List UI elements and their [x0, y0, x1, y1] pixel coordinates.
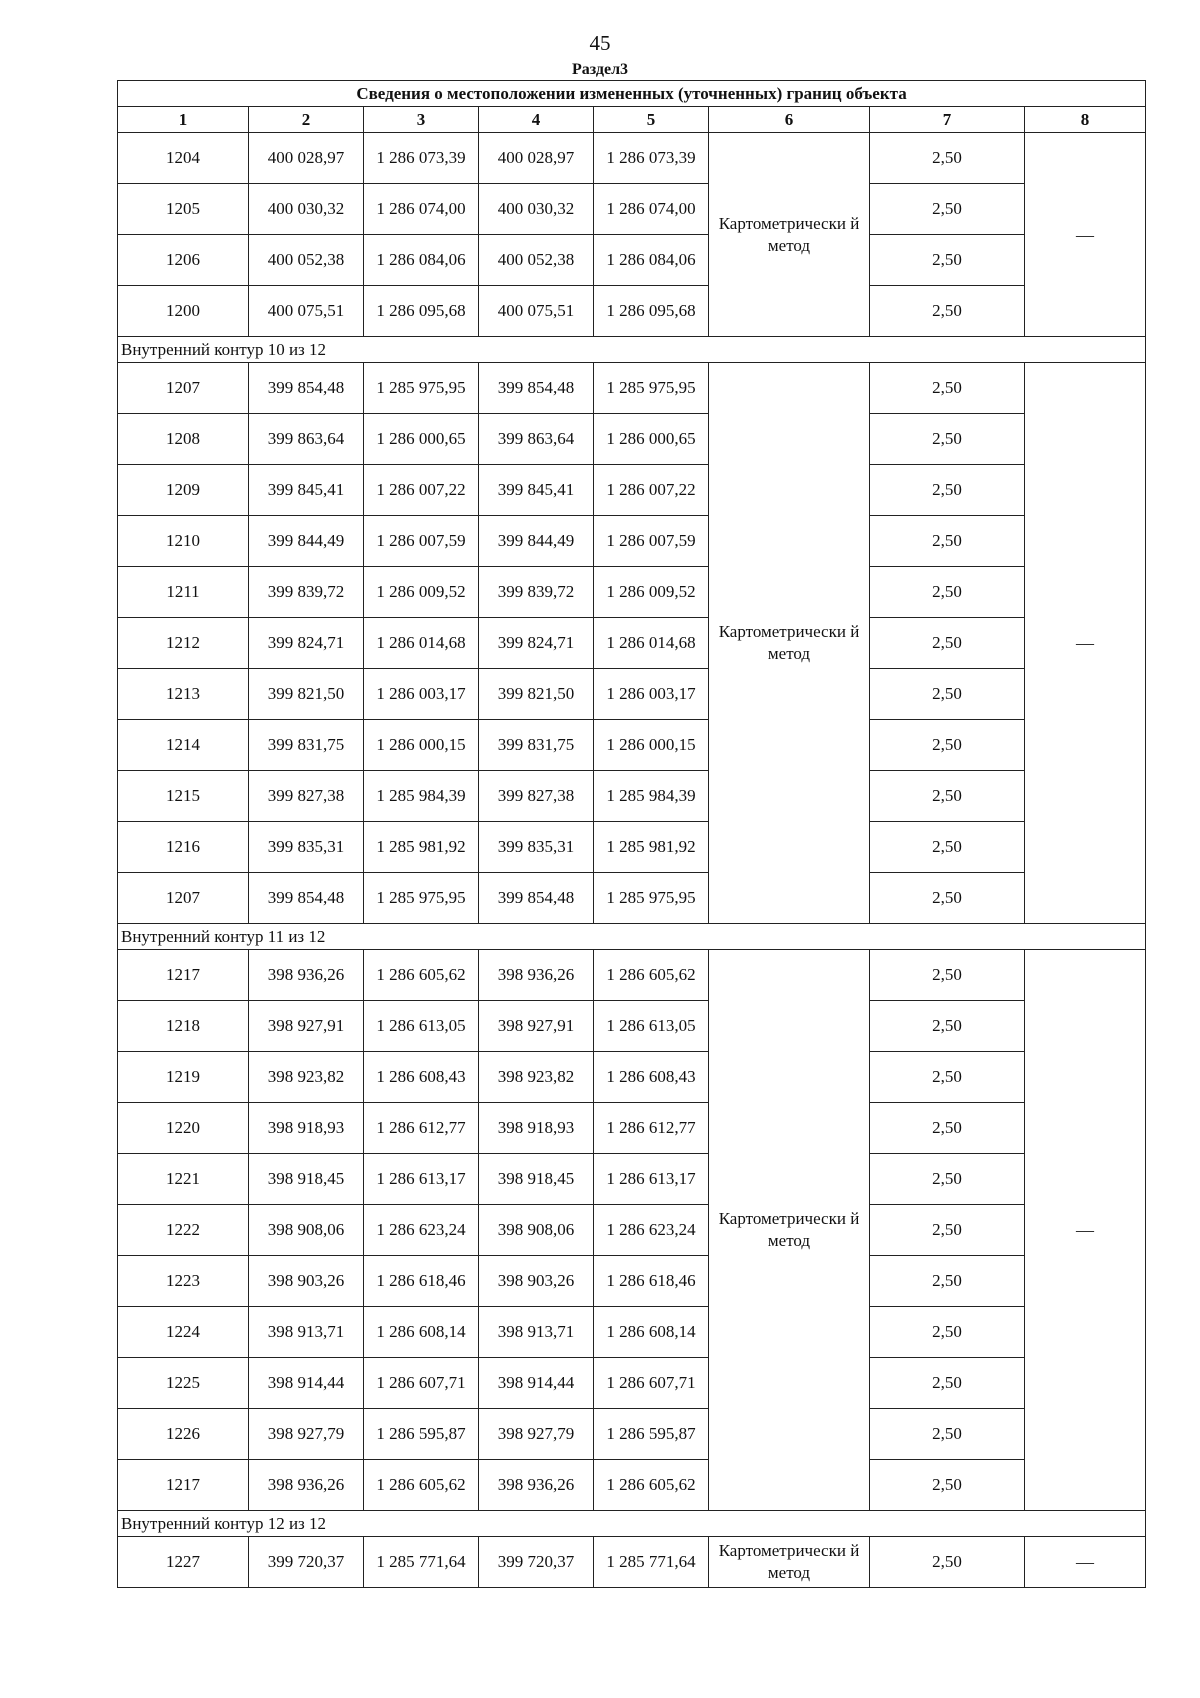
point-number-cell: 1207 — [118, 873, 249, 924]
accuracy-cell: 2,50 — [870, 1460, 1025, 1511]
point-number-cell: 1205 — [118, 184, 249, 235]
x-existing-cell: 399 845,41 — [249, 465, 364, 516]
x-existing-cell: 399 839,72 — [249, 567, 364, 618]
column-number: 6 — [709, 107, 870, 133]
accuracy-cell: 2,50 — [870, 1205, 1025, 1256]
y-new-cell: 1 285 975,95 — [594, 363, 709, 414]
table-row — [118, 1358, 1146, 1409]
point-number-cell: 1218 — [118, 1001, 249, 1052]
y-new-cell: 1 286 074,00 — [594, 184, 709, 235]
y-new-cell: 1 286 095,68 — [594, 286, 709, 337]
accuracy-cell: 2,50 — [870, 133, 1025, 184]
x-existing-cell: 399 854,48 — [249, 873, 364, 924]
x-existing-cell: 399 827,38 — [249, 771, 364, 822]
x-existing-cell: 399 835,31 — [249, 822, 364, 873]
accuracy-cell: 2,50 — [870, 414, 1025, 465]
x-existing-cell: 399 863,64 — [249, 414, 364, 465]
accuracy-cell: 2,50 — [870, 771, 1025, 822]
y-new-cell: 1 286 000,65 — [594, 414, 709, 465]
accuracy-cell: 2,50 — [870, 1052, 1025, 1103]
y-existing-cell: 1 286 073,39 — [364, 133, 479, 184]
y-existing-cell: 1 286 612,77 — [364, 1103, 479, 1154]
accuracy-cell: 2,50 — [870, 1537, 1025, 1588]
table-row — [118, 873, 1146, 924]
point-number-cell: 1200 — [118, 286, 249, 337]
boundary-table — [117, 80, 1146, 1588]
x-new-cell: 399 821,50 — [479, 669, 594, 720]
accuracy-cell: 2,50 — [870, 567, 1025, 618]
accuracy-cell: 2,50 — [870, 1409, 1025, 1460]
y-existing-cell: 1 285 975,95 — [364, 873, 479, 924]
accuracy-cell: 2,50 — [870, 873, 1025, 924]
y-existing-cell: 1 286 613,05 — [364, 1001, 479, 1052]
point-number-cell: 1214 — [118, 720, 249, 771]
x-existing-cell: 400 028,97 — [249, 133, 364, 184]
x-existing-cell: 400 030,32 — [249, 184, 364, 235]
accuracy-cell: 2,50 — [870, 720, 1025, 771]
x-existing-cell: 398 913,71 — [249, 1307, 364, 1358]
accuracy-cell: 2,50 — [870, 363, 1025, 414]
accuracy-cell: 2,50 — [870, 618, 1025, 669]
contour-header-row — [118, 1511, 1146, 1537]
y-new-cell: 1 286 605,62 — [594, 950, 709, 1001]
contour-header-row — [118, 924, 1146, 950]
table-row — [118, 822, 1146, 873]
x-new-cell: 399 839,72 — [479, 567, 594, 618]
point-number-cell: 1217 — [118, 950, 249, 1001]
point-number-cell: 1222 — [118, 1205, 249, 1256]
method-cell: Картометрически й метод — [709, 1537, 870, 1588]
table-row — [118, 1409, 1146, 1460]
accuracy-cell: 2,50 — [870, 465, 1025, 516]
y-new-cell: 1 285 975,95 — [594, 873, 709, 924]
table-row — [118, 1103, 1146, 1154]
y-new-cell: 1 286 595,87 — [594, 1409, 709, 1460]
point-number-cell: 1215 — [118, 771, 249, 822]
table-row — [118, 1052, 1146, 1103]
point-number-cell: 1220 — [118, 1103, 249, 1154]
y-new-cell: 1 285 771,64 — [594, 1537, 709, 1588]
point-number-cell: 1213 — [118, 669, 249, 720]
y-existing-cell: 1 286 003,17 — [364, 669, 479, 720]
accuracy-cell: 2,50 — [870, 1154, 1025, 1205]
y-existing-cell: 1 285 975,95 — [364, 363, 479, 414]
y-new-cell: 1 286 003,17 — [594, 669, 709, 720]
x-new-cell: 398 908,06 — [479, 1205, 594, 1256]
y-existing-cell: 1 286 074,00 — [364, 184, 479, 235]
method-cell: Картометрически й метод — [709, 950, 870, 1511]
accuracy-cell: 2,50 — [870, 1358, 1025, 1409]
accuracy-cell: 2,50 — [870, 235, 1025, 286]
accuracy-cell: 2,50 — [870, 1001, 1025, 1052]
x-existing-cell: 398 927,91 — [249, 1001, 364, 1052]
x-new-cell: 398 936,26 — [479, 1460, 594, 1511]
table-row — [118, 720, 1146, 771]
table-row — [118, 618, 1146, 669]
y-existing-cell: 1 286 623,24 — [364, 1205, 479, 1256]
table-row — [118, 1307, 1146, 1358]
y-new-cell: 1 286 623,24 — [594, 1205, 709, 1256]
x-new-cell: 399 844,49 — [479, 516, 594, 567]
x-new-cell: 400 030,32 — [479, 184, 594, 235]
x-existing-cell: 399 824,71 — [249, 618, 364, 669]
y-existing-cell: 1 286 095,68 — [364, 286, 479, 337]
table-row — [118, 1460, 1146, 1511]
contour-label: Внутренний контур 12 из 12 — [118, 1511, 1146, 1537]
table-row — [118, 1537, 1146, 1588]
point-number-cell: 1217 — [118, 1460, 249, 1511]
x-existing-cell: 398 918,45 — [249, 1154, 364, 1205]
method-cell: Картометрически й метод — [709, 133, 870, 337]
note-cell: — — [1025, 1537, 1146, 1588]
y-new-cell: 1 286 009,52 — [594, 567, 709, 618]
point-number-cell: 1212 — [118, 618, 249, 669]
column-number-row — [118, 107, 1146, 133]
page-number: 45 — [589, 31, 611, 55]
x-new-cell: 398 918,45 — [479, 1154, 594, 1205]
table-caption: Сведения о местоположении измененных (уточненных) границ объекта — [118, 81, 1146, 107]
column-number: 2 — [249, 107, 364, 133]
column-number: 8 — [1025, 107, 1146, 133]
point-number-cell: 1223 — [118, 1256, 249, 1307]
table-row — [118, 1001, 1146, 1052]
y-new-cell: 1 286 608,43 — [594, 1052, 709, 1103]
y-new-cell: 1 285 984,39 — [594, 771, 709, 822]
table-row — [118, 235, 1146, 286]
x-existing-cell: 398 918,93 — [249, 1103, 364, 1154]
y-existing-cell: 1 286 605,62 — [364, 950, 479, 1001]
y-new-cell: 1 286 605,62 — [594, 1460, 709, 1511]
y-existing-cell: 1 286 613,17 — [364, 1154, 479, 1205]
y-new-cell: 1 286 613,17 — [594, 1154, 709, 1205]
table-row — [118, 669, 1146, 720]
x-new-cell: 399 824,71 — [479, 618, 594, 669]
x-existing-cell: 400 052,38 — [249, 235, 364, 286]
x-existing-cell: 399 831,75 — [249, 720, 364, 771]
point-number-cell: 1207 — [118, 363, 249, 414]
y-existing-cell: 1 286 595,87 — [364, 1409, 479, 1460]
point-number-cell: 1210 — [118, 516, 249, 567]
x-new-cell: 398 936,26 — [479, 950, 594, 1001]
x-existing-cell: 399 720,37 — [249, 1537, 364, 1588]
table-row — [118, 133, 1146, 184]
y-new-cell: 1 286 000,15 — [594, 720, 709, 771]
point-number-cell: 1227 — [118, 1537, 249, 1588]
x-new-cell: 399 854,48 — [479, 873, 594, 924]
x-existing-cell: 399 821,50 — [249, 669, 364, 720]
y-existing-cell: 1 286 607,71 — [364, 1358, 479, 1409]
point-number-cell: 1209 — [118, 465, 249, 516]
y-new-cell: 1 286 014,68 — [594, 618, 709, 669]
note-cell: — — [1025, 950, 1146, 1511]
point-number-cell: 1211 — [118, 567, 249, 618]
contour-label: Внутренний контур 10 из 12 — [118, 337, 1146, 363]
y-new-cell: 1 286 073,39 — [594, 133, 709, 184]
y-existing-cell: 1 286 007,59 — [364, 516, 479, 567]
table-row — [118, 1154, 1146, 1205]
table-body — [118, 133, 1146, 1588]
table-row — [118, 1256, 1146, 1307]
y-new-cell: 1 286 007,59 — [594, 516, 709, 567]
y-new-cell: 1 286 007,22 — [594, 465, 709, 516]
table-row — [118, 516, 1146, 567]
y-existing-cell: 1 286 605,62 — [364, 1460, 479, 1511]
x-existing-cell: 398 936,26 — [249, 950, 364, 1001]
x-new-cell: 399 835,31 — [479, 822, 594, 873]
x-new-cell: 400 075,51 — [479, 286, 594, 337]
x-existing-cell: 398 923,82 — [249, 1052, 364, 1103]
point-number-cell: 1221 — [118, 1154, 249, 1205]
method-cell: Картометрически й метод — [709, 363, 870, 924]
point-number-cell: 1224 — [118, 1307, 249, 1358]
note-cell: — — [1025, 363, 1146, 924]
x-existing-cell: 399 844,49 — [249, 516, 364, 567]
x-new-cell: 399 831,75 — [479, 720, 594, 771]
x-existing-cell: 400 075,51 — [249, 286, 364, 337]
table-row — [118, 771, 1146, 822]
contour-header-row — [118, 337, 1146, 363]
point-number-cell: 1204 — [118, 133, 249, 184]
table-row — [118, 184, 1146, 235]
x-new-cell: 398 923,82 — [479, 1052, 594, 1103]
y-new-cell: 1 285 981,92 — [594, 822, 709, 873]
x-new-cell: 398 914,44 — [479, 1358, 594, 1409]
x-new-cell: 400 028,97 — [479, 133, 594, 184]
point-number-cell: 1225 — [118, 1358, 249, 1409]
y-existing-cell: 1 285 771,64 — [364, 1537, 479, 1588]
column-number: 4 — [479, 107, 594, 133]
column-number: 7 — [870, 107, 1025, 133]
y-existing-cell: 1 286 618,46 — [364, 1256, 479, 1307]
x-new-cell: 398 903,26 — [479, 1256, 594, 1307]
table-row — [118, 1205, 1146, 1256]
x-new-cell: 399 854,48 — [479, 363, 594, 414]
column-number: 1 — [118, 107, 249, 133]
x-new-cell: 398 927,79 — [479, 1409, 594, 1460]
y-new-cell: 1 286 607,71 — [594, 1358, 709, 1409]
x-new-cell: 399 845,41 — [479, 465, 594, 516]
point-number-cell: 1206 — [118, 235, 249, 286]
y-existing-cell: 1 285 981,92 — [364, 822, 479, 873]
y-existing-cell: 1 286 009,52 — [364, 567, 479, 618]
point-number-cell: 1208 — [118, 414, 249, 465]
y-existing-cell: 1 286 014,68 — [364, 618, 479, 669]
accuracy-cell: 2,50 — [870, 1256, 1025, 1307]
point-number-cell: 1219 — [118, 1052, 249, 1103]
x-existing-cell: 398 927,79 — [249, 1409, 364, 1460]
accuracy-cell: 2,50 — [870, 184, 1025, 235]
x-new-cell: 399 720,37 — [479, 1537, 594, 1588]
point-number-cell: 1216 — [118, 822, 249, 873]
table-row — [118, 286, 1146, 337]
column-number: 3 — [364, 107, 479, 133]
x-existing-cell: 398 903,26 — [249, 1256, 364, 1307]
accuracy-cell: 2,50 — [870, 1103, 1025, 1154]
accuracy-cell: 2,50 — [870, 822, 1025, 873]
y-existing-cell: 1 286 000,65 — [364, 414, 479, 465]
x-new-cell: 400 052,38 — [479, 235, 594, 286]
x-existing-cell: 399 854,48 — [249, 363, 364, 414]
table-row — [118, 567, 1146, 618]
y-new-cell: 1 286 613,05 — [594, 1001, 709, 1052]
y-new-cell: 1 286 618,46 — [594, 1256, 709, 1307]
accuracy-cell: 2,50 — [870, 286, 1025, 337]
x-existing-cell: 398 936,26 — [249, 1460, 364, 1511]
x-new-cell: 398 913,71 — [479, 1307, 594, 1358]
y-existing-cell: 1 286 608,14 — [364, 1307, 479, 1358]
y-new-cell: 1 286 608,14 — [594, 1307, 709, 1358]
accuracy-cell: 2,50 — [870, 669, 1025, 720]
y-existing-cell: 1 286 000,15 — [364, 720, 479, 771]
table-row — [118, 414, 1146, 465]
section-title: Раздел3 — [571, 61, 629, 78]
x-new-cell: 398 927,91 — [479, 1001, 594, 1052]
table-row — [118, 950, 1146, 1001]
x-existing-cell: 398 914,44 — [249, 1358, 364, 1409]
y-new-cell: 1 286 612,77 — [594, 1103, 709, 1154]
y-existing-cell: 1 285 984,39 — [364, 771, 479, 822]
x-new-cell: 399 827,38 — [479, 771, 594, 822]
table-row — [118, 465, 1146, 516]
y-existing-cell: 1 286 084,06 — [364, 235, 479, 286]
table-row — [118, 363, 1146, 414]
contour-label: Внутренний контур 11 из 12 — [118, 924, 1146, 950]
accuracy-cell: 2,50 — [870, 516, 1025, 567]
x-existing-cell: 398 908,06 — [249, 1205, 364, 1256]
y-new-cell: 1 286 084,06 — [594, 235, 709, 286]
column-number: 5 — [594, 107, 709, 133]
x-new-cell: 399 863,64 — [479, 414, 594, 465]
accuracy-cell: 2,50 — [870, 950, 1025, 1001]
y-existing-cell: 1 286 608,43 — [364, 1052, 479, 1103]
y-existing-cell: 1 286 007,22 — [364, 465, 479, 516]
point-number-cell: 1226 — [118, 1409, 249, 1460]
x-new-cell: 398 918,93 — [479, 1103, 594, 1154]
accuracy-cell: 2,50 — [870, 1307, 1025, 1358]
note-cell: — — [1025, 133, 1146, 337]
